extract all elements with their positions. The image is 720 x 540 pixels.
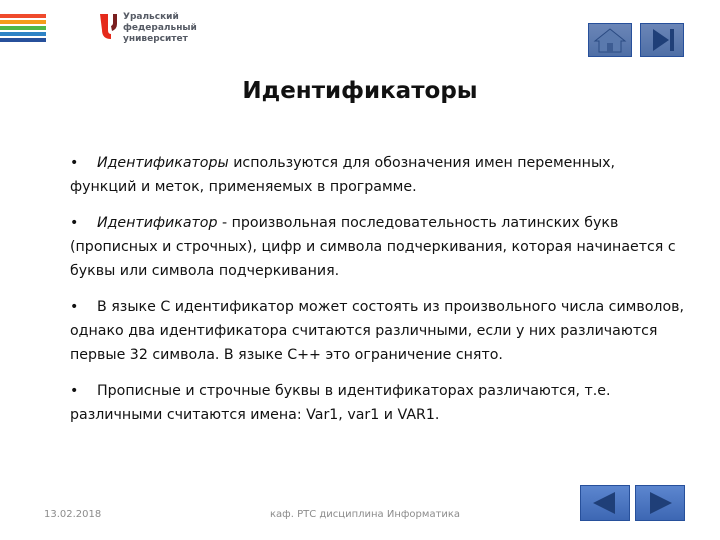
- stripe-navy: [0, 38, 46, 42]
- stripe-red: [0, 14, 46, 18]
- header-stripes: [0, 14, 46, 44]
- bullet-text: - произвольная последовательность латинских букв (прописных и строчных), цифр и символа подчеркивания, которая начинается с буквы или символа подчеркивания.: [70, 215, 676, 279]
- bullet-item: [70, 379, 685, 427]
- last-slide-button[interactable]: [640, 23, 684, 57]
- bullet-marker: •: [70, 215, 79, 231]
- bullet-term: Идентификаторы: [97, 155, 229, 171]
- next-slide-button[interactable]: [635, 485, 685, 521]
- university-name-line2: федеральный: [123, 23, 197, 33]
- slide-content: [70, 151, 685, 439]
- university-name-line3: университет: [123, 34, 188, 44]
- home-icon: [592, 26, 628, 54]
- bullet-marker: •: [70, 299, 79, 315]
- university-name: [123, 12, 197, 45]
- home-button[interactable]: [588, 23, 632, 57]
- university-name-line1: Уральский: [123, 12, 179, 22]
- footer-date: 13.02.2018: [44, 509, 102, 520]
- bullet-text: используются для обозначения имен переменных, функций и меток, применяемых в программе.: [70, 155, 616, 195]
- previous-slide-button[interactable]: [580, 485, 630, 521]
- stripe-orange: [0, 20, 46, 24]
- bullet-text: В языке С идентификатор может состоять из произвольного числа символов, однако два идентификатора считаются различными, если у них различаются первые 32 символа. В языке С++ это ограничение снято.: [70, 299, 685, 363]
- bullet-marker: •: [70, 155, 79, 171]
- footer-department: каф. РТС дисциплина Информатика: [270, 509, 461, 520]
- bullet-item: [70, 211, 685, 283]
- university-logo: [99, 12, 197, 45]
- logo-mark-icon: [99, 12, 118, 40]
- bullet-item: [70, 151, 685, 199]
- stripe-green: [0, 26, 46, 30]
- slide-title: Идентификаторы: [242, 78, 478, 104]
- stripe-blue: [0, 32, 46, 36]
- bullet-item: [70, 295, 685, 367]
- bullet-term: Идентификатор: [97, 215, 218, 231]
- skip-to-end-icon: [645, 26, 679, 54]
- bullet-text: Прописные и строчные буквы в идентификаторах различаются, т.е. различными считаются имена: Var1, var1 и VAR1.: [70, 383, 611, 423]
- triangle-right-icon: [640, 488, 680, 518]
- bullet-marker: •: [70, 383, 79, 399]
- triangle-left-icon: [585, 488, 625, 518]
